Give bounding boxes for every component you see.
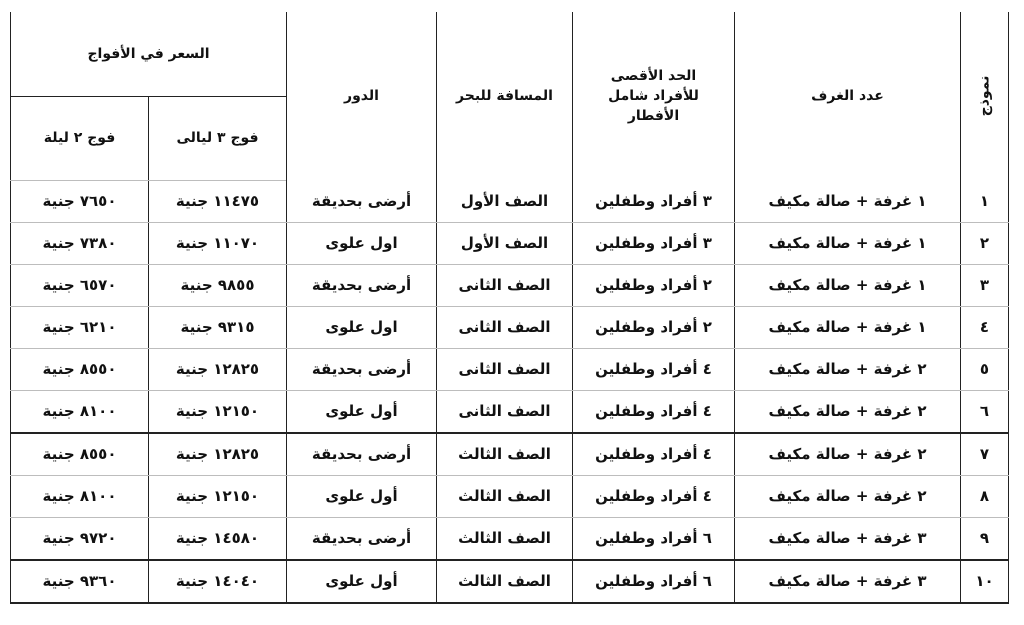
cell-price-2: ٧٣٨٠ جنية [11,222,149,264]
cell-distance: الصف الثانى [437,348,573,390]
cell-rooms: ٢ غرفة + صالة مكيف [735,475,961,517]
cell-price-2: ٨٥٥٠ جنية [11,348,149,390]
cell-persons: ٣ أفراد وطفلين [573,222,735,264]
cell-persons: ٤ أفراد وطفلين [573,475,735,517]
table-row [11,475,1009,517]
cell-price-2: ٨٥٥٠ جنية [11,433,149,476]
cell-rooms: ٢ غرفة + صالة مكيف [735,433,961,476]
cell-price-3: ١١٤٧٥ جنية [149,180,287,222]
cell-model-number: ١ [961,180,1009,222]
table-row [11,180,1009,222]
cell-distance: الصف الثالث [437,560,573,603]
cell-distance: الصف الأول [437,222,573,264]
cell-rooms: ٢ غرفة + صالة مكيف [735,348,961,390]
cell-distance: الصف الثالث [437,517,573,560]
cell-floor: أرضى بحديقة [287,180,437,222]
cell-model-number: ٤ [961,306,1009,348]
header-max-persons [573,12,735,180]
table-row [11,264,1009,306]
cell-distance: الصف الأول [437,180,573,222]
header-max-persons-label: الحد الأقصى للأفراد شامل الأفطار [608,68,699,124]
header-model [961,12,1009,180]
cell-model-number: ٥ [961,348,1009,390]
table-row [11,517,1009,560]
cell-price-3: ١٢٨٢٥ جنية [149,433,287,476]
header-model-label: نموذج [976,75,993,117]
table-row [11,306,1009,348]
header-price-3-nights: فوج ٣ ليالى [149,96,287,180]
table-row [11,560,1009,603]
cell-model-number: ٩ [961,517,1009,560]
cell-model-number: ٣ [961,264,1009,306]
cell-model-number: ٨ [961,475,1009,517]
cell-floor: أرضى بحديقة [287,433,437,476]
header-price-group: السعر في الأفواج [11,12,287,96]
cell-price-2: ٨١٠٠ جنية [11,475,149,517]
cell-rooms: ٣ غرفة + صالة مكيف [735,517,961,560]
cell-price-2: ٦٥٧٠ جنية [11,264,149,306]
cell-persons: ٣ أفراد وطفلين [573,180,735,222]
cell-rooms: ٢ غرفة + صالة مكيف [735,390,961,433]
cell-price-3: ٩٨٥٥ جنية [149,264,287,306]
cell-floor: أرضى بحديقة [287,348,437,390]
cell-distance: الصف الثانى [437,390,573,433]
pricing-table [10,12,1009,604]
cell-distance: الصف الثانى [437,306,573,348]
cell-price-3: ٩٣١٥ جنية [149,306,287,348]
cell-price-2: ٨١٠٠ جنية [11,390,149,433]
table-header [11,12,1009,180]
table-row [11,348,1009,390]
table-row [11,390,1009,433]
cell-price-3: ١٤٠٤٠ جنية [149,560,287,603]
cell-rooms: ١ غرفة + صالة مكيف [735,222,961,264]
cell-model-number: ٧ [961,433,1009,476]
cell-persons: ٢ أفراد وطفلين [573,264,735,306]
header-price-2-nights: فوج ٢ ليلة [11,96,149,180]
cell-floor: أرضى بحديقة [287,517,437,560]
cell-distance: الصف الثالث [437,433,573,476]
cell-price-3: ١١٠٧٠ جنية [149,222,287,264]
cell-floor: اول علوى [287,306,437,348]
cell-distance: الصف الثانى [437,264,573,306]
cell-floor: أرضى بحديقة [287,264,437,306]
cell-model-number: ١٠ [961,560,1009,603]
cell-persons: ٤ أفراد وطفلين [573,348,735,390]
table-body [11,180,1009,603]
cell-rooms: ١ غرفة + صالة مكيف [735,180,961,222]
cell-persons: ٤ أفراد وطفلين [573,433,735,476]
cell-price-2: ٩٧٢٠ جنية [11,517,149,560]
cell-distance: الصف الثالث [437,475,573,517]
cell-price-2: ٦٢١٠ جنية [11,306,149,348]
cell-rooms: ١ غرفة + صالة مكيف [735,264,961,306]
cell-persons: ٦ أفراد وطفلين [573,517,735,560]
cell-price-3: ١٢١٥٠ جنية [149,390,287,433]
header-rooms: عدد الغرف [735,12,961,180]
cell-price-2: ٩٣٦٠ جنية [11,560,149,603]
cell-rooms: ١ غرفة + صالة مكيف [735,306,961,348]
cell-persons: ٦ أفراد وطفلين [573,560,735,603]
cell-model-number: ٢ [961,222,1009,264]
cell-floor: أول علوى [287,475,437,517]
cell-floor: أول علوى [287,390,437,433]
cell-floor: أول علوى [287,560,437,603]
cell-persons: ٤ أفراد وطفلين [573,390,735,433]
header-floor: الدور [287,12,437,180]
cell-price-2: ٧٦٥٠ جنية [11,180,149,222]
cell-model-number: ٦ [961,390,1009,433]
cell-persons: ٢ أفراد وطفلين [573,306,735,348]
cell-price-3: ١٢١٥٠ جنية [149,475,287,517]
table-row [11,433,1009,476]
cell-rooms: ٣ غرفة + صالة مكيف [735,560,961,603]
header-distance: المسافة للبحر [437,12,573,180]
cell-price-3: ١٤٥٨٠ جنية [149,517,287,560]
table-row [11,222,1009,264]
cell-price-3: ١٢٨٢٥ جنية [149,348,287,390]
cell-floor: اول علوى [287,222,437,264]
